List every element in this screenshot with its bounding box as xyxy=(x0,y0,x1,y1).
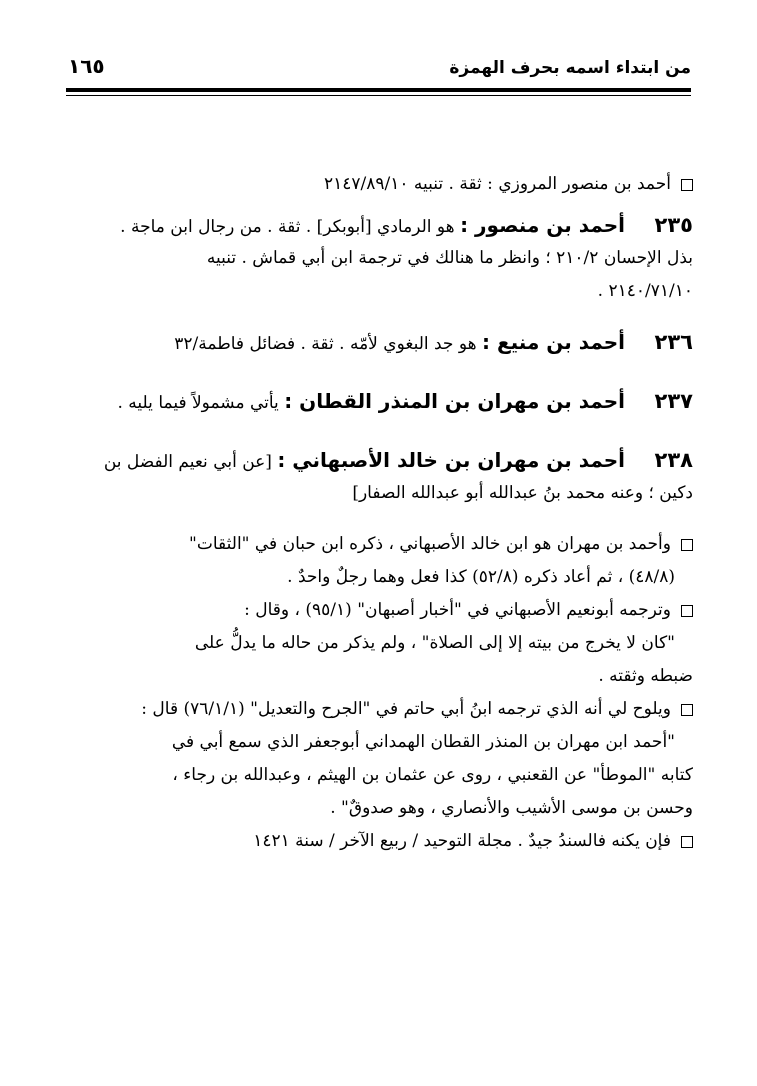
page-header xyxy=(66,52,691,86)
entry-text-line: دكين ؛ وعنه محمد بنُ عبدالله أبو عبدالله الصفار] xyxy=(352,483,693,503)
entry-number: ٢٣٦ xyxy=(654,330,693,354)
quote-line: "كان لا يخرج من بيته إلا إلى الصلاة" ، ولم يذكر من حاله ما يدلُّ على xyxy=(194,633,675,653)
header-rule-thin xyxy=(66,95,691,96)
square-bullet-icon xyxy=(681,704,693,716)
entry-235 xyxy=(64,209,693,308)
entry-name: أحمد بن مهران بن المنذر القطان : xyxy=(284,389,625,413)
entry-text: هو جد البغوي لأمّه . ثقة . فضائل فاطمة/٣٢ xyxy=(174,334,477,354)
running-title: من ابتداء اسمه بحرف الهمزة xyxy=(449,58,691,78)
entry-text: هو الرمادي [أبوبكر] . ثقة . من رجال ابن ماجة . xyxy=(120,217,455,237)
square-bullet-icon xyxy=(681,179,693,191)
quote-line: كتابه "الموطأ" عن القعنبي ، روى عن عثمان بن الهيثم ، وعبدالله بن رجاء ، xyxy=(172,765,693,785)
note-2: وترجمه أبونعيم الأصبهاني في "أخبار أصبهان" (٩٥/١) ، وقال : "كان لا يخرج من بيته إلا إلى الصلاة" ، ولم يذكر من حاله ما يدلُّ على ضبطه وثقته . xyxy=(64,594,693,693)
square-bullet-icon xyxy=(681,605,693,617)
page-body xyxy=(64,168,693,858)
quote-line: وحسن بن موسى الأشيب والأنصاري ، وهو صدوقٌ" . xyxy=(330,798,693,818)
entry-name: أحمد بن منصور : xyxy=(460,213,625,237)
entry-number: ٢٣٧ xyxy=(654,389,693,413)
entry-text: يأتي مشمولاً فيما يليه . xyxy=(117,393,279,413)
entry-name: أحمد بن مهران بن خالد الأصبهاني : xyxy=(277,448,625,472)
quote-line: "أحمد ابن مهران بن المنذر القطان الهمداني أبوجعفر الذي سمع أبي في xyxy=(171,732,675,752)
note-line: (٤٨/٨) ، ثم أعاد ذكره (٥٢/٨) كذا فعل وهما رجلٌ واحدٌ . xyxy=(287,567,675,587)
entry-238 xyxy=(64,444,693,510)
note-3: ويلوح لي أنه الذي ترجمه ابنُ أبي حاتم في "الجرح والتعديل" (٧٦/١/١) قال : "أحمد ابن مهران بن المنذر القطان الهمداني أبوجعفر الذي سمع أبي في كتابه "الموطأ" عن القعنبي ، روى عن عثمان بن الهيثم ، وعبدالله بن رجاء ، وحسن بن موسى الأشيب والأنصاري ، وهو صدوقٌ" . xyxy=(64,693,693,825)
entry-text-line: بذل الإحسان ٢١٠/٢ ؛ وانظر ما هنالك في ترجمة ابن أبي قماش . تنبيه xyxy=(206,248,693,268)
note-1: وأحمد بن مهران هو ابن خالد الأصبهاني ، ذكره ابن حبان في "الثقات" (٤٨/٨) ، ثم أعاد ذكره (٥٢/٨) كذا فعل وهما رجلٌ واحدٌ . xyxy=(64,528,693,594)
page-number: ١٦٥ xyxy=(68,54,105,78)
quote-line: ضبطه وثقته . xyxy=(598,666,693,686)
entry-text-line: ٢١٤٠/٧١/١٠ . xyxy=(597,281,693,301)
note-top: أحمد بن منصور المروزي : ثقة . تنبيه ٢١٤٧/٨٩/١٠ xyxy=(64,168,693,201)
entry-number: ٢٣٥ xyxy=(654,213,693,237)
entry-name: أحمد بن منيع : xyxy=(482,330,625,354)
entry-text: [عن أبي نعيم الفضل بن xyxy=(103,452,272,472)
entry-number: ٢٣٨ xyxy=(654,448,693,472)
entry-236 xyxy=(64,326,693,359)
header-rule-thick xyxy=(66,88,691,92)
square-bullet-icon xyxy=(681,539,693,551)
square-bullet-icon xyxy=(681,836,693,848)
entry-237 xyxy=(64,385,693,418)
note-4: فإن يكنه فالسندُ جيدٌ . مجلة التوحيد / ربيع الآخر / سنة ١٤٢١ xyxy=(64,825,693,858)
